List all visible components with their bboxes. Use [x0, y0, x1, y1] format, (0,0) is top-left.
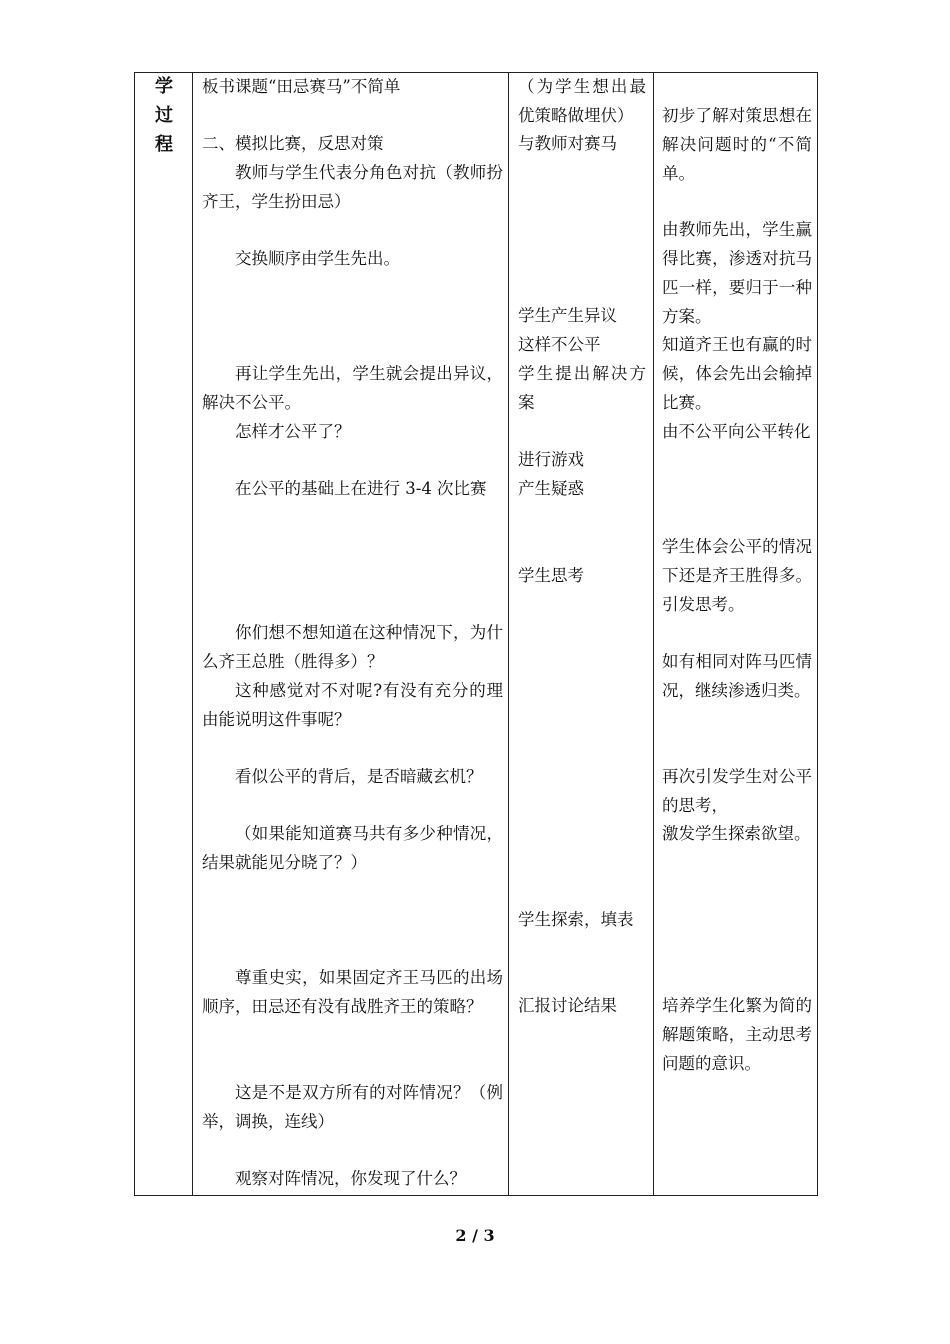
teacher-paragraph: 你们想不想知道在这种情况下，为什么齐王总胜（胜得多）？ [202, 623, 503, 671]
student-activity: 进行游戏 [518, 450, 584, 469]
teacher-paragraph: 再让学生先出，学生就会提出异议，解决不公平。 [202, 364, 503, 412]
student-activity-column [509, 73, 654, 1195]
teacher-paragraph: 教师与学生代表分角色对抗（教师扮齐王，学生扮田忌） [202, 163, 503, 211]
board-title-text: 板书课题“田忌赛马”不简单 [202, 77, 401, 96]
intent-note: 初步了解对策思想在解决问题时的“不简单。 [662, 106, 812, 183]
teacher-paragraph: 怎样才公平了？ [235, 422, 351, 441]
student-activity: 与教师对赛马 [518, 134, 617, 153]
teacher-paragraph: 这种感觉对不对呢?有没有充分的理由能说明这件事呢？ [202, 681, 503, 729]
intent-note: 由不公平向公平转化 [662, 422, 811, 441]
teacher-paragraph: 尊重史实，如果固定齐王马匹的出场顺序，田忌还有没有战胜齐王的策略？ [202, 968, 503, 1016]
intent-note: 培养学生化繁为简的解题策略，主动思考问题的意识。 [662, 996, 812, 1073]
teacher-paragraph: （如果能知道赛马共有多少种情况，结果就能见分晓了？） [202, 824, 503, 872]
intent-note: 如有相同对阵马匹情况，继续渗透归类。 [662, 652, 812, 700]
lesson-plan-table [134, 72, 818, 1196]
student-activity: 汇报讨论结果 [518, 996, 617, 1015]
teacher-paragraph: 看似公平的背后，是否暗藏玄机？ [235, 767, 483, 786]
section-label-char: 程 [155, 134, 173, 155]
student-activity: 学生探索，填表 [518, 910, 634, 929]
student-activity: 学生产生异议 [518, 306, 617, 325]
section-label-char: 学 [155, 76, 173, 97]
student-note: （为学生想出最优策略做埋伏） [518, 77, 646, 125]
intent-note: 再次引发学生对公平的思考， [662, 767, 812, 815]
intent-note: 学生体会公平的情况下还是齐王胜得多。引发思考。 [662, 537, 812, 614]
design-intent-column [654, 73, 817, 1195]
teacher-paragraph: 这是不是双方所有的对阵情况？（例举，调换，连线） [202, 1083, 503, 1131]
intent-note: 知道齐王也有赢的时候，体会先出会输掉比赛。 [662, 335, 812, 412]
section-label-char: 过 [155, 105, 173, 126]
teacher-paragraph: 在公平的基础上在进行 3-4 次比赛 [235, 479, 487, 498]
section-label-column [135, 73, 193, 1195]
student-activity: 学生思考 [518, 566, 584, 585]
page-number: 2 / 3 [455, 1226, 495, 1245]
section-heading: 二、模拟比赛，反思对策 [202, 134, 384, 153]
student-activity: 这样不公平 [518, 335, 601, 354]
student-activity: 学生提出解决方案 [518, 364, 646, 412]
student-activity: 产生疑惑 [518, 479, 584, 498]
intent-note: 激发学生探索欲望。 [662, 824, 811, 843]
intent-note: 由教师先出，学生赢得比赛，渗透对抗马匹一样，要归于一种方案。 [662, 220, 812, 326]
teacher-paragraph: 观察对阵情况，你发现了什么？ [235, 1169, 466, 1188]
teacher-activity-column [194, 73, 509, 1195]
teacher-paragraph: 交换顺序由学生先出。 [235, 249, 400, 268]
